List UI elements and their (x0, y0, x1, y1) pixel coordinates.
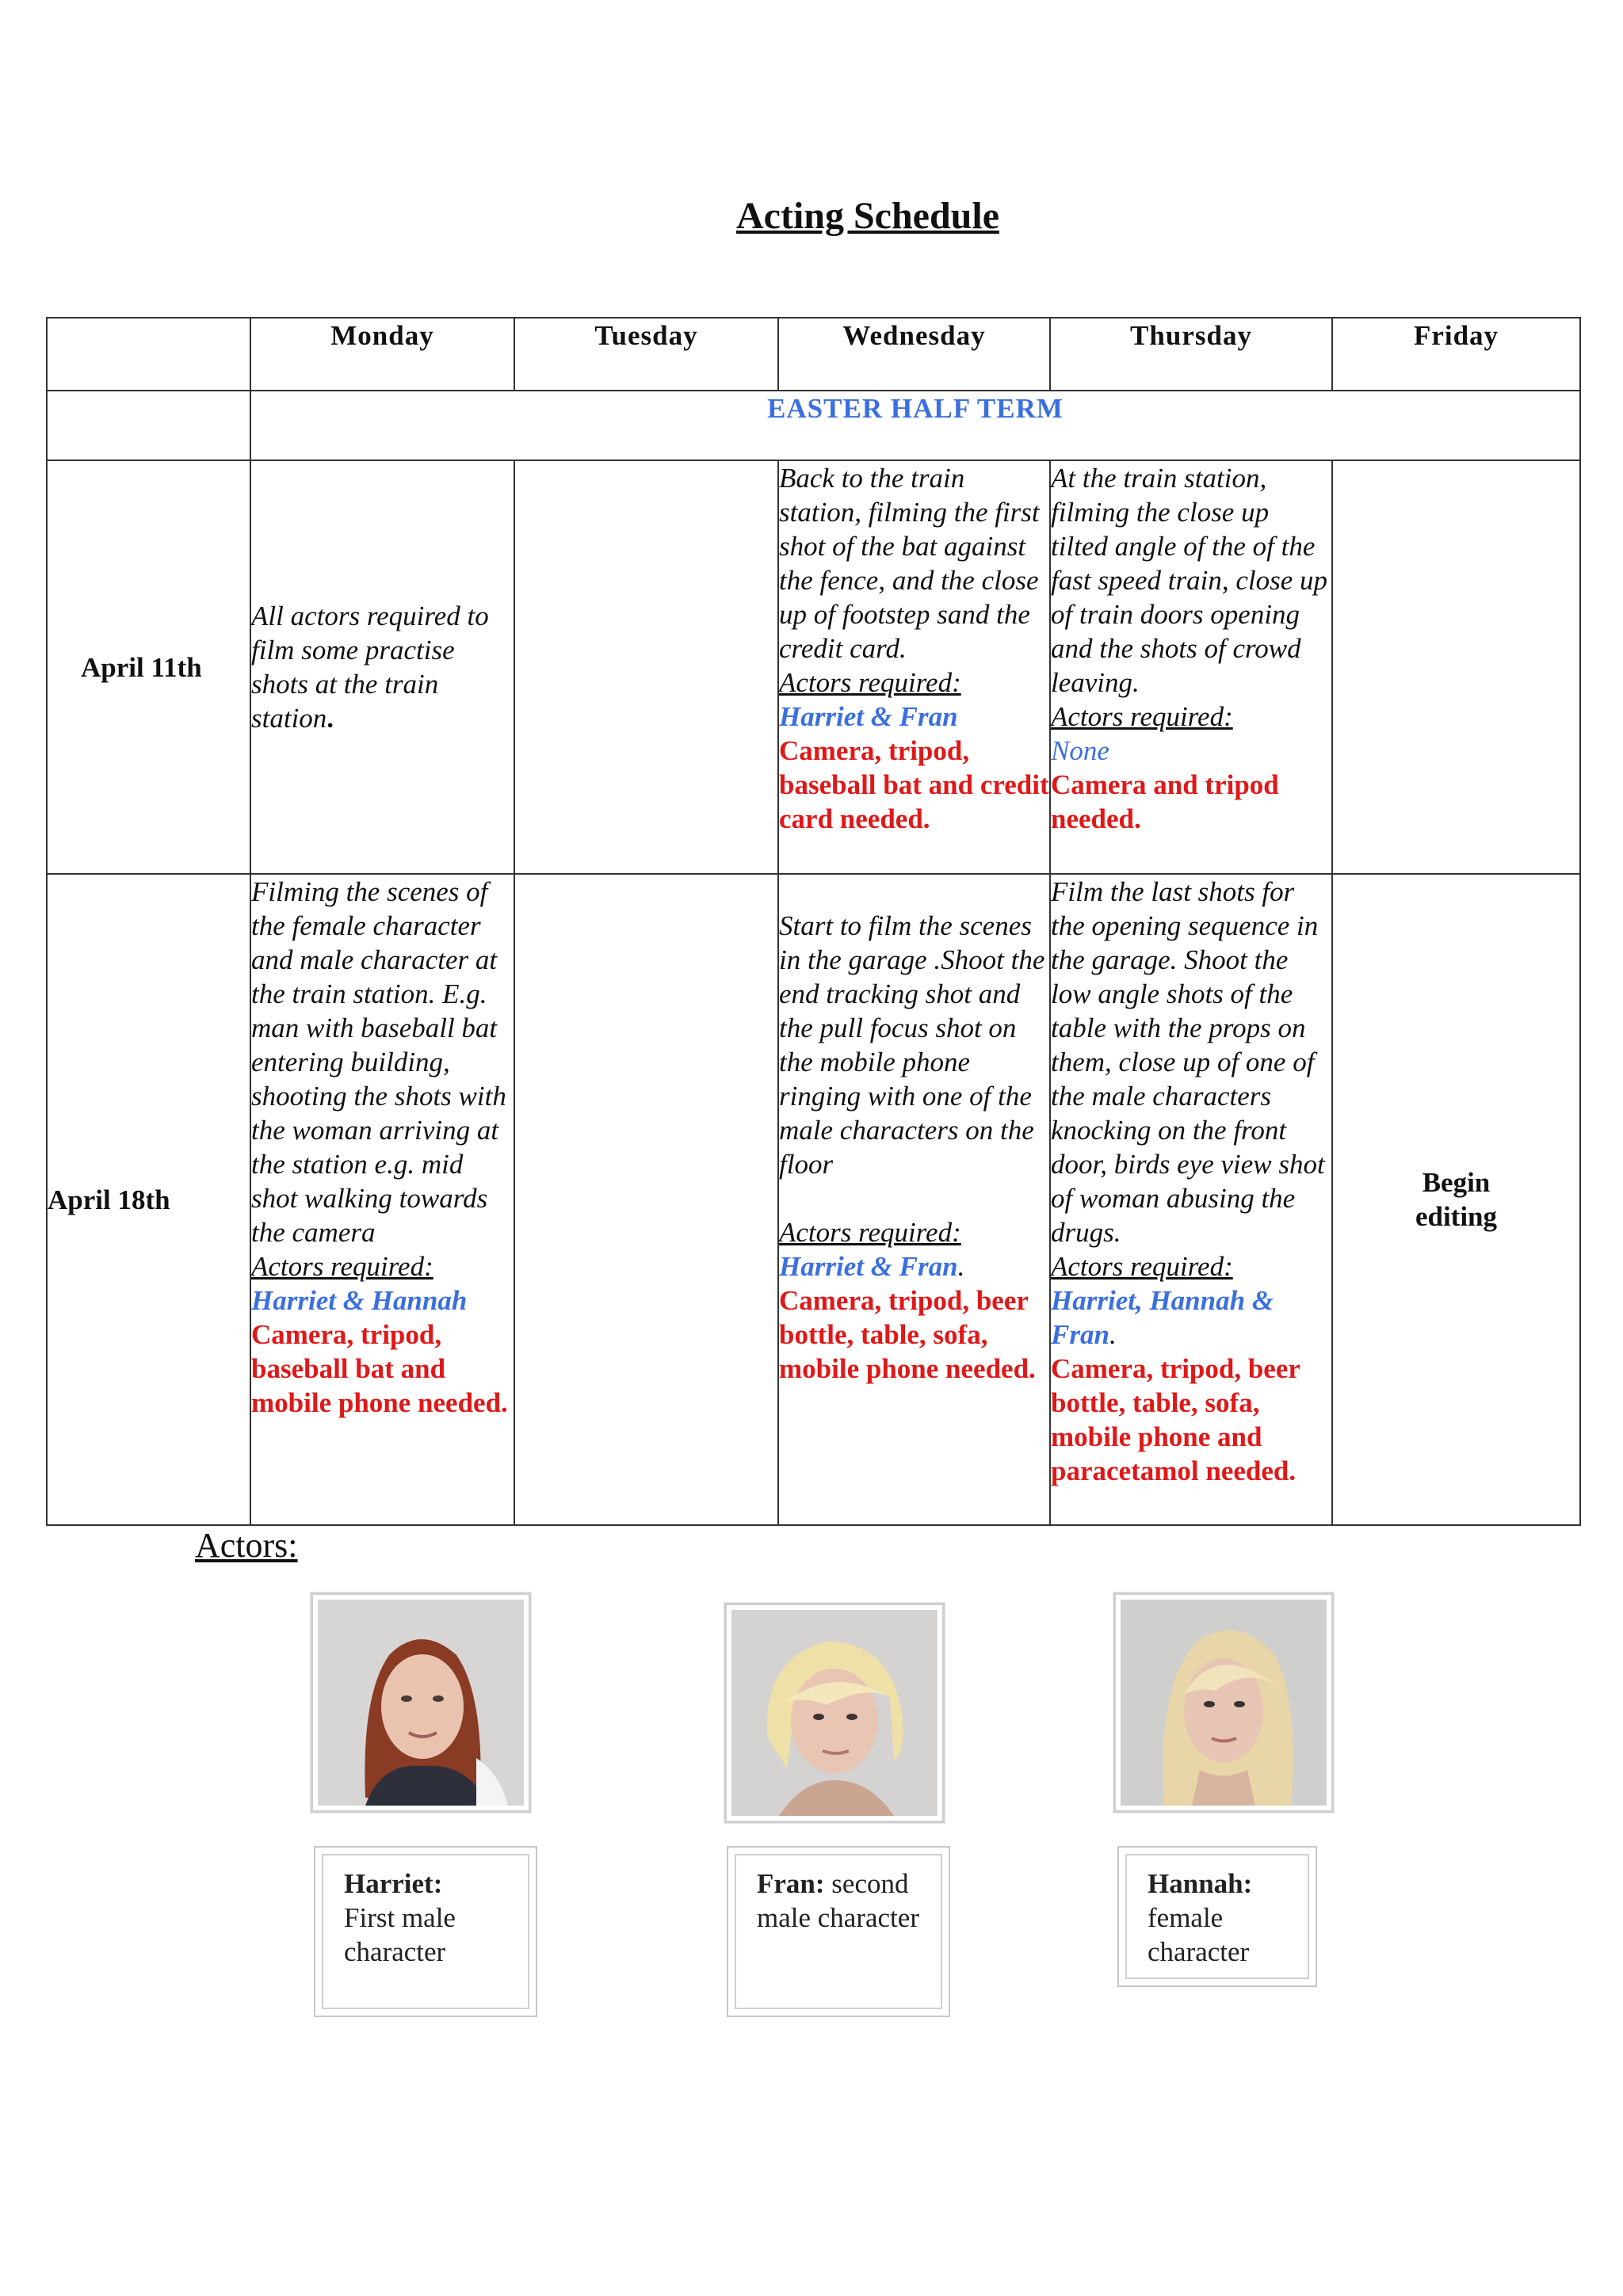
cell-thursday (1050, 460, 1332, 874)
actors-required-label: Actors required: (1051, 701, 1233, 732)
actor-photo-hannah (1113, 1592, 1334, 1813)
actor-name: Hannah: (1148, 1868, 1253, 1899)
equipment-needed: Camera, tripod, baseball bat and credit card needed. (779, 735, 1049, 834)
header-row (47, 318, 1580, 391)
actors-required-label: Actors required: (779, 1217, 961, 1248)
schedule-table (46, 317, 1581, 1526)
begin-line: Begin (1422, 1167, 1491, 1198)
actor-caption-fran (727, 1846, 950, 2017)
cell-trail: . (327, 703, 334, 734)
day-friday: Friday (1332, 318, 1580, 391)
cell-wednesday (778, 874, 1050, 1525)
easter-banner: EASTER HALF TERM (250, 391, 1580, 460)
day-tuesday: Tuesday (514, 318, 778, 391)
actor-photo-fran (724, 1603, 945, 1823)
day-monday: Monday (250, 318, 514, 391)
editing-line: editing (1415, 1201, 1498, 1232)
day-thursday: Thursday (1050, 318, 1332, 391)
actors-names: Harriet & Hannah (251, 1285, 468, 1316)
banner-empty-cell (47, 391, 250, 460)
actors-names: Harriet & Fran (779, 1251, 958, 1282)
actor-caption-hannah (1117, 1846, 1317, 1987)
cell-friday (1332, 460, 1580, 874)
actor-role: First male character (344, 1902, 456, 1967)
actor-role: female character (1148, 1902, 1250, 1967)
actor-name: Fran: (757, 1868, 825, 1899)
portrait-hannah-image (1121, 1600, 1327, 1806)
day-wednesday: Wednesday (778, 318, 1050, 391)
banner-row (47, 391, 1580, 460)
actor-name: Harriet: (344, 1868, 443, 1899)
cell-tuesday (514, 460, 778, 874)
actors-heading: Actors: (195, 1526, 298, 1565)
cell-friday-begin-editing (1332, 874, 1580, 1525)
cell-thursday (1050, 874, 1332, 1525)
cell-wednesday (778, 460, 1050, 874)
date-cell: April 11th (47, 460, 250, 874)
portrait-harriet-image (318, 1600, 524, 1806)
cell-monday (250, 874, 514, 1525)
page-title: Acting Schedule (735, 195, 999, 237)
cell-monday (250, 460, 514, 874)
cell-description: Film the last shots for the opening sequence in the garage. Shoot the low angle shots of the table with the props on them, close up of one of the male characters knocking on the front door, birds eye view shot of woman abusing the drugs. (1051, 876, 1325, 1248)
cell-description: At the train station, filming the close up tilted angle of the of the fast speed train, close up of train doors opening and the shots of crowd leaving. (1051, 463, 1327, 698)
actors-required-label: Actors required: (779, 667, 961, 698)
equipment-needed: Camera, tripod, beer bottle, table, sofa, mobile phone needed. (779, 1285, 1036, 1384)
cell-description: Start to film the scenes in the garage .Shoot the end tracking shot and the pull focus shot on the mobile phone ringing with one of the male characters on the floor (779, 910, 1045, 1180)
equipment-needed: Camera, tripod, beer bottle, table, sofa, mobile phone and paracetamol needed. (1051, 1353, 1300, 1486)
cell-description: Back to the train station, filming the first shot of the bat against the fence, and the close up of footstep sand the credit card. (779, 463, 1040, 664)
actor-photo-harriet (311, 1592, 531, 1813)
equipment-needed: Camera, tripod, baseball bat and mobile phone needed. (251, 1319, 508, 1418)
cell-description: Filming the scenes of the female character and male character at the train station. E.g. man with baseball bat entering building, shooting the shots with the woman arriving at the station e.g. mid shot walking towards the camera (251, 876, 506, 1248)
cell-description: All actors required to film some practise shots at the train station (251, 601, 489, 734)
actors-names: None (1051, 735, 1109, 766)
actor-role: second male character (757, 1868, 919, 1933)
schedule-row-april-11 (47, 460, 1580, 874)
date-cell: April 18th (47, 874, 250, 1525)
actors-names: Harriet, Hannah & Fran (1051, 1285, 1274, 1350)
corner-cell (47, 318, 250, 391)
schedule-row-april-18 (47, 874, 1580, 1525)
actors-names: Harriet & Fran (779, 701, 958, 732)
actors-required-label: Actors required: (1051, 1251, 1233, 1282)
actors-trail: . (1109, 1319, 1117, 1350)
actors-trail: . (957, 1251, 965, 1282)
cell-tuesday (514, 874, 778, 1525)
actor-caption-harriet (314, 1846, 537, 2017)
actors-required-label: Actors required: (251, 1251, 433, 1282)
equipment-needed: Camera and tripod needed. (1051, 769, 1279, 834)
portrait-fran-image (731, 1610, 938, 1816)
